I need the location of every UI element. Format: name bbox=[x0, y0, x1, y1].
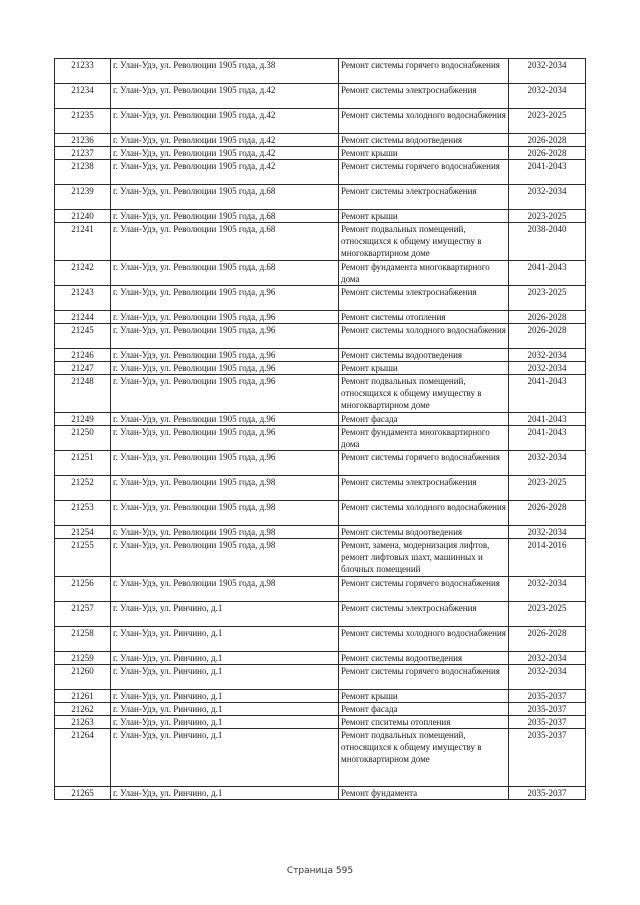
page-number: Страница 595 bbox=[286, 866, 354, 876]
table-row bbox=[55, 652, 586, 665]
row-number: 21234 bbox=[55, 84, 111, 109]
row-work-type: Ремонт системы отопления bbox=[339, 311, 509, 324]
table-row bbox=[55, 362, 586, 375]
capital-repair-table bbox=[54, 58, 586, 800]
row-period: 2032-2034 bbox=[509, 362, 586, 375]
table-row bbox=[55, 476, 586, 501]
row-period: 2035-2037 bbox=[509, 787, 586, 800]
row-work-type: Ремонт системы горячего водоснабжения bbox=[339, 451, 509, 476]
row-period: 2023-2025 bbox=[509, 286, 586, 311]
row-number: 21241 bbox=[55, 223, 111, 261]
row-number: 21261 bbox=[55, 690, 111, 703]
table-row bbox=[55, 729, 586, 787]
row-number: 21243 bbox=[55, 286, 111, 311]
row-number: 21233 bbox=[55, 59, 111, 84]
table-row bbox=[55, 223, 586, 261]
row-work-type: Ремонт системы горячего водоснабжения bbox=[339, 665, 509, 690]
row-address: г. Улан-Удэ, ул. Революции 1905 года, д.42 bbox=[111, 84, 339, 109]
row-work-type: Ремонт системы водоотведения bbox=[339, 652, 509, 665]
row-address: г. Улан-Удэ, ул. Ринчино, д.1 bbox=[111, 652, 339, 665]
row-period: 2041-2043 bbox=[509, 261, 586, 286]
row-period: 2035-2037 bbox=[509, 729, 586, 787]
row-work-type: Ремонт системы электроснабжения bbox=[339, 286, 509, 311]
row-period: 2041-2043 bbox=[509, 375, 586, 413]
row-period: 2014-2016 bbox=[509, 539, 586, 577]
row-address: г. Улан-Удэ, ул. Революции 1905 года, д.98 bbox=[111, 501, 339, 526]
row-number: 21242 bbox=[55, 261, 111, 286]
row-address: г. Улан-Удэ, ул. Революции 1905 года, д.98 bbox=[111, 577, 339, 602]
row-address: г. Улан-Удэ, ул. Революции 1905 года, д.96 bbox=[111, 286, 339, 311]
row-period: 2041-2043 bbox=[509, 160, 586, 185]
row-period: 2032-2034 bbox=[509, 665, 586, 690]
row-period: 2026-2028 bbox=[509, 627, 586, 652]
table-row bbox=[55, 413, 586, 426]
row-address: г. Улан-Удэ, ул. Революции 1905 года, д.96 bbox=[111, 324, 339, 349]
table-row bbox=[55, 716, 586, 729]
row-period: 2023-2025 bbox=[509, 210, 586, 223]
row-work-type: Ремонт подвальных помещений, относящихся к общему имуществу в многоквартирном доме bbox=[339, 729, 509, 787]
row-work-type: Ремонт крыши bbox=[339, 362, 509, 375]
row-address: г. Улан-Удэ, ул. Революции 1905 года, д.98 bbox=[111, 526, 339, 539]
row-period: 2032-2034 bbox=[509, 652, 586, 665]
table-row bbox=[55, 426, 586, 451]
table-row bbox=[55, 147, 586, 160]
row-period: 2032-2034 bbox=[509, 84, 586, 109]
table-row bbox=[55, 602, 586, 627]
table-row bbox=[55, 185, 586, 210]
row-number: 21235 bbox=[55, 109, 111, 134]
row-work-type: Ремонт подвальных помещений, относящихся к общему имуществу в многоквартирном доме bbox=[339, 375, 509, 413]
row-address: г. Улан-Удэ, ул. Революции 1905 года, д.42 bbox=[111, 134, 339, 147]
row-work-type: Ремонт спситемы отопления bbox=[339, 716, 509, 729]
row-number: 21239 bbox=[55, 185, 111, 210]
row-work-type: Ремонт подвальных помещений, относящихся к общему имуществу в многоквартирном доме bbox=[339, 223, 509, 261]
row-period: 2035-2037 bbox=[509, 703, 586, 716]
table-row bbox=[55, 324, 586, 349]
row-address: г. Улан-Удэ, ул. Революции 1905 года, д.96 bbox=[111, 375, 339, 413]
row-work-type: Ремонт системы электроснабжения bbox=[339, 602, 509, 627]
row-work-type: Ремонт системы холодного водоснабжения bbox=[339, 109, 509, 134]
row-number: 21255 bbox=[55, 539, 111, 577]
table-row bbox=[55, 665, 586, 690]
row-address: г. Улан-Удэ, ул. Революции 1905 года, д.68 bbox=[111, 223, 339, 261]
row-work-type: Ремонт крыши bbox=[339, 147, 509, 160]
row-number: 21252 bbox=[55, 476, 111, 501]
table-row bbox=[55, 375, 586, 413]
row-number: 21240 bbox=[55, 210, 111, 223]
row-period: 2026-2028 bbox=[509, 501, 586, 526]
row-period: 2032-2034 bbox=[509, 185, 586, 210]
row-work-type: Ремонт системы горячего водоснабжения bbox=[339, 577, 509, 602]
row-period: 2023-2025 bbox=[509, 602, 586, 627]
row-address: г. Улан-Удэ, ул. Революции 1905 года, д.42 bbox=[111, 109, 339, 134]
table-row bbox=[55, 501, 586, 526]
row-number: 21244 bbox=[55, 311, 111, 324]
row-period: 2026-2028 bbox=[509, 311, 586, 324]
row-work-type: Ремонт системы водоотведения bbox=[339, 526, 509, 539]
row-period: 2023-2025 bbox=[509, 109, 586, 134]
table-row bbox=[55, 539, 586, 577]
row-work-type: Ремонт системы горячего водоснабжения bbox=[339, 160, 509, 185]
row-number: 21237 bbox=[55, 147, 111, 160]
row-period: 2023-2025 bbox=[509, 476, 586, 501]
row-number: 21264 bbox=[55, 729, 111, 787]
row-number: 21246 bbox=[55, 349, 111, 362]
row-work-type: Ремонт системы электроснабжения bbox=[339, 84, 509, 109]
table-row bbox=[55, 349, 586, 362]
row-period: 2035-2037 bbox=[509, 690, 586, 703]
table-row bbox=[55, 787, 586, 800]
table-row bbox=[55, 109, 586, 134]
row-address: г. Улан-Удэ, ул. Революции 1905 года, д.96 bbox=[111, 413, 339, 426]
row-address: г. Улан-Удэ, ул. Революции 1905 года, д.68 bbox=[111, 210, 339, 223]
row-work-type: Ремонт системы водоотведения bbox=[339, 134, 509, 147]
table-row bbox=[55, 210, 586, 223]
table-row bbox=[55, 59, 586, 84]
row-work-type: Ремонт фундамента bbox=[339, 787, 509, 800]
row-work-type: Ремонт, замена, модернизация лифтов, ремонт лифтовых шахт, машинных и блочных помещений bbox=[339, 539, 509, 577]
row-address: г. Улан-Удэ, ул. Революции 1905 года, д.42 bbox=[111, 160, 339, 185]
row-work-type: Ремонт системы холодного водоснабжения bbox=[339, 501, 509, 526]
row-period: 2026-2028 bbox=[509, 324, 586, 349]
row-number: 21256 bbox=[55, 577, 111, 602]
row-number: 21247 bbox=[55, 362, 111, 375]
table-row bbox=[55, 134, 586, 147]
row-work-type: Ремонт крыши bbox=[339, 690, 509, 703]
table-row bbox=[55, 311, 586, 324]
row-number: 21250 bbox=[55, 426, 111, 451]
row-address: г. Улан-Удэ, ул. Революции 1905 года, д.68 bbox=[111, 261, 339, 286]
row-number: 21262 bbox=[55, 703, 111, 716]
row-number: 21236 bbox=[55, 134, 111, 147]
table-row bbox=[55, 703, 586, 716]
row-work-type: Ремонт системы электроснабжения bbox=[339, 185, 509, 210]
row-address: г. Улан-Удэ, ул. Революции 1905 года, д.96 bbox=[111, 349, 339, 362]
row-address: г. Улан-Удэ, ул. Ринчино, д.1 bbox=[111, 602, 339, 627]
row-period: 2038-2040 bbox=[509, 223, 586, 261]
row-number: 21258 bbox=[55, 627, 111, 652]
row-number: 21263 bbox=[55, 716, 111, 729]
row-address: г. Улан-Удэ, ул. Революции 1905 года, д.38 bbox=[111, 59, 339, 84]
table-row bbox=[55, 577, 586, 602]
table-row bbox=[55, 627, 586, 652]
row-address: г. Улан-Удэ, ул. Ринчино, д.1 bbox=[111, 627, 339, 652]
row-period: 2032-2034 bbox=[509, 526, 586, 539]
row-address: г. Улан-Удэ, ул. Революции 1905 года, д.96 bbox=[111, 362, 339, 375]
row-period: 2032-2034 bbox=[509, 577, 586, 602]
table-row bbox=[55, 160, 586, 185]
row-address: г. Улан-Удэ, ул. Революции 1905 года, д.96 bbox=[111, 426, 339, 451]
row-address: г. Улан-Удэ, ул. Ринчино, д.1 bbox=[111, 703, 339, 716]
row-number: 21245 bbox=[55, 324, 111, 349]
row-number: 21253 bbox=[55, 501, 111, 526]
row-period: 2041-2043 bbox=[509, 426, 586, 451]
row-work-type: Ремонт фундамента многоквартирного дома bbox=[339, 261, 509, 286]
table-row bbox=[55, 690, 586, 703]
row-address: г. Улан-Удэ, ул. Революции 1905 года, д.98 bbox=[111, 476, 339, 501]
row-work-type: Ремонт фасада bbox=[339, 703, 509, 716]
table-row bbox=[55, 261, 586, 286]
row-number: 21248 bbox=[55, 375, 111, 413]
row-number: 21257 bbox=[55, 602, 111, 627]
row-number: 21260 bbox=[55, 665, 111, 690]
table-row bbox=[55, 286, 586, 311]
row-number: 21251 bbox=[55, 451, 111, 476]
table-row bbox=[55, 84, 586, 109]
row-period: 2035-2037 bbox=[509, 716, 586, 729]
row-work-type: Ремонт системы холодного водоснабжения bbox=[339, 627, 509, 652]
row-work-type: Ремонт фундамента многоквартирного дома bbox=[339, 426, 509, 451]
row-address: г. Улан-Удэ, ул. Революции 1905 года, д.98 bbox=[111, 539, 339, 577]
row-work-type: Ремонт системы электроснабжения bbox=[339, 476, 509, 501]
row-work-type: Ремонт системы холодного водоснабжения bbox=[339, 324, 509, 349]
row-address: г. Улан-Удэ, ул. Ринчино, д.1 bbox=[111, 716, 339, 729]
row-number: 21238 bbox=[55, 160, 111, 185]
row-work-type: Ремонт системы водоотведения bbox=[339, 349, 509, 362]
row-address: г. Улан-Удэ, ул. Революции 1905 года, д.42 bbox=[111, 147, 339, 160]
row-number: 21259 bbox=[55, 652, 111, 665]
row-number: 21265 bbox=[55, 787, 111, 800]
row-period: 2032-2034 bbox=[509, 349, 586, 362]
row-work-type: Ремонт системы горячего водоснабжения bbox=[339, 59, 509, 84]
row-period: 2026-2028 bbox=[509, 134, 586, 147]
row-period: 2032-2034 bbox=[509, 59, 586, 84]
row-address: г. Улан-Удэ, ул. Ринчино, д.1 bbox=[111, 729, 339, 787]
table-body bbox=[55, 59, 586, 800]
row-work-type: Ремонт фасада bbox=[339, 413, 509, 426]
row-address: г. Улан-Удэ, ул. Революции 1905 года, д.96 bbox=[111, 451, 339, 476]
row-period: 2032-2034 bbox=[509, 451, 586, 476]
row-number: 21254 bbox=[55, 526, 111, 539]
table-row bbox=[55, 451, 586, 476]
row-number: 21249 bbox=[55, 413, 111, 426]
row-address: г. Улан-Удэ, ул. Революции 1905 года, д.68 bbox=[111, 185, 339, 210]
row-period: 2041-2043 bbox=[509, 413, 586, 426]
row-address: г. Улан-Удэ, ул. Ринчино, д.1 bbox=[111, 665, 339, 690]
row-address: г. Улан-Удэ, ул. Ринчино, д.1 bbox=[111, 690, 339, 703]
table-row bbox=[55, 526, 586, 539]
row-period: 2026-2028 bbox=[509, 147, 586, 160]
row-work-type: Ремонт крыши bbox=[339, 210, 509, 223]
row-address: г. Улан-Удэ, ул. Ринчино, д.1 bbox=[111, 787, 339, 800]
row-address: г. Улан-Удэ, ул. Революции 1905 года, д.96 bbox=[111, 311, 339, 324]
